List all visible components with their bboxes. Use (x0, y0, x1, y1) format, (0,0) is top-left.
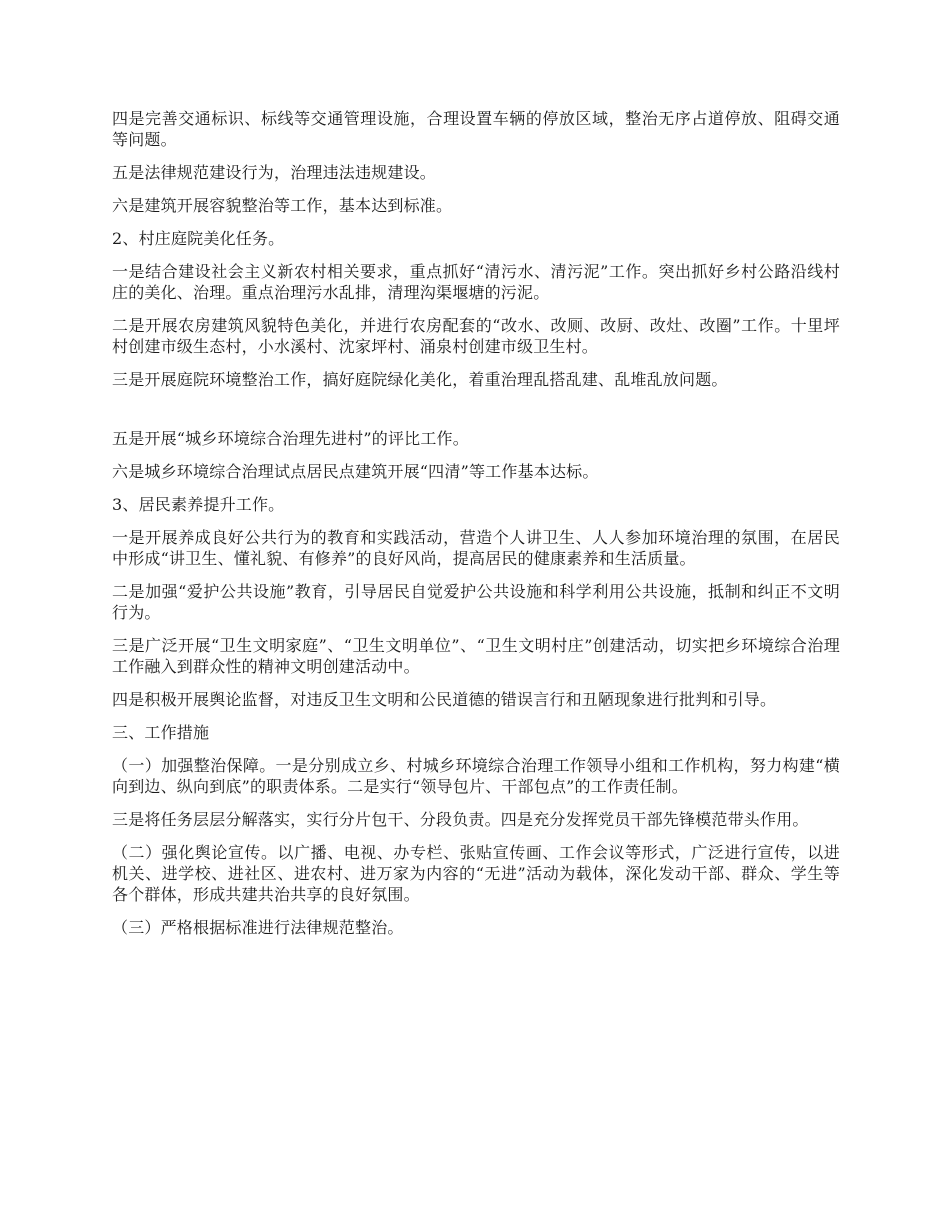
paragraph-public-facilities: 二是加强“爱护公共设施”教育，引导居民自觉爱护公共设施和科学利用公共设施，抵制和纠正不文明行为。 (112, 582, 840, 622)
section-heading-residents: 3、居民素养提升工作。 (112, 495, 285, 514)
paragraph-advanced-village: 五是开展“城乡环境综合治理先进村”的评比工作。 (112, 429, 469, 448)
paragraph-construction: 五是法律规范建设行为，治理违法违规建设。 (112, 163, 437, 182)
paragraph-four-clean: 六是城乡环境综合治理试点居民点建筑开展“四清”等工作基本达标。 (112, 462, 599, 481)
paragraph-farmhouse: 二是开展农房建筑风貌特色美化，并进行农房配套的“改水、改厕、改厨、改灶、改圈”工作。十里坪村创建市级生态村，小水溪村、沈家坪村、涌泉村创建市级卫生村。 (112, 316, 840, 356)
paragraph-public-opinion: 四是积极开展舆论监督，对违反卫生文明和公民道德的错误言行和丑陋现象进行批判和引导。 (112, 690, 777, 709)
section-heading-courtyard: 2、村庄庭院美化任务。 (112, 229, 285, 248)
paragraph-education: 一是开展养成良好公共行为的教育和实践活动，营造个人讲卫生、人人参加环境治理的氛围，在居民中形成“讲卫生、懂礼貌、有修养”的良好风尚，提高居民的健康素养和生活质量。 (112, 528, 840, 568)
paragraph-sewage: 一是结合建设社会主义新农村相关要求，重点抓好“清污水、清污泥”工作。突出抓好乡村公路沿线村庄的美化、治理。重点治理污水乱排，清理沟渠堰塘的污泥。 (112, 262, 840, 302)
section-heading-measures: 三、工作措施 (112, 723, 210, 742)
blank-gap (112, 402, 840, 428)
paragraph-task-breakdown: 三是将任务层层分解落实，实行分片包干、分段负责。四是充分发挥党员干部先锋模范带头作用。 (112, 810, 809, 829)
paragraph-standard-rectification: （三）严格根据标准进行法律规范整治。 (112, 918, 404, 937)
document-body (112, 108, 840, 950)
paragraph-safeguard: （一）加强整治保障。一是分别成立乡、村城乡环境综合治理工作领导小组和工作机构，努力构建“横向到边、纵向到底”的职责体系。二是实行“领导包片、干部包点”的工作责任制。 (112, 756, 840, 796)
paragraph-appearance: 六是建筑开展容貌整治等工作，基本达到标准。 (112, 196, 453, 215)
paragraph-courtyard-greening: 三是开展庭院环境整治工作，搞好庭院绿化美化，着重治理乱搭乱建、乱堆乱放问题。 (112, 370, 728, 389)
paragraph-civilized-family: 三是广泛开展“卫生文明家庭”、“卫生文明单位”、“卫生文明村庄”创建活动，切实把乡环境综合治理工作融入到群众性的精神文明创建活动中。 (112, 636, 840, 676)
paragraph-traffic: 四是完善交通标识、标线等交通管理设施，合理设置车辆的停放区域，整治无序占道停放、阻碍交通等问题。 (112, 109, 840, 149)
paragraph-publicity: （二）强化舆论宣传。以广播、电视、办专栏、张贴宣传画、工作会议等形式，广泛进行宣传，以进机关、进学校、进社区、进农村、进万家为内容的“无进”活动为载体，深化发动干部、群众、学生等各个群体，形成共建共治共享的良好氛围。 (112, 843, 840, 904)
